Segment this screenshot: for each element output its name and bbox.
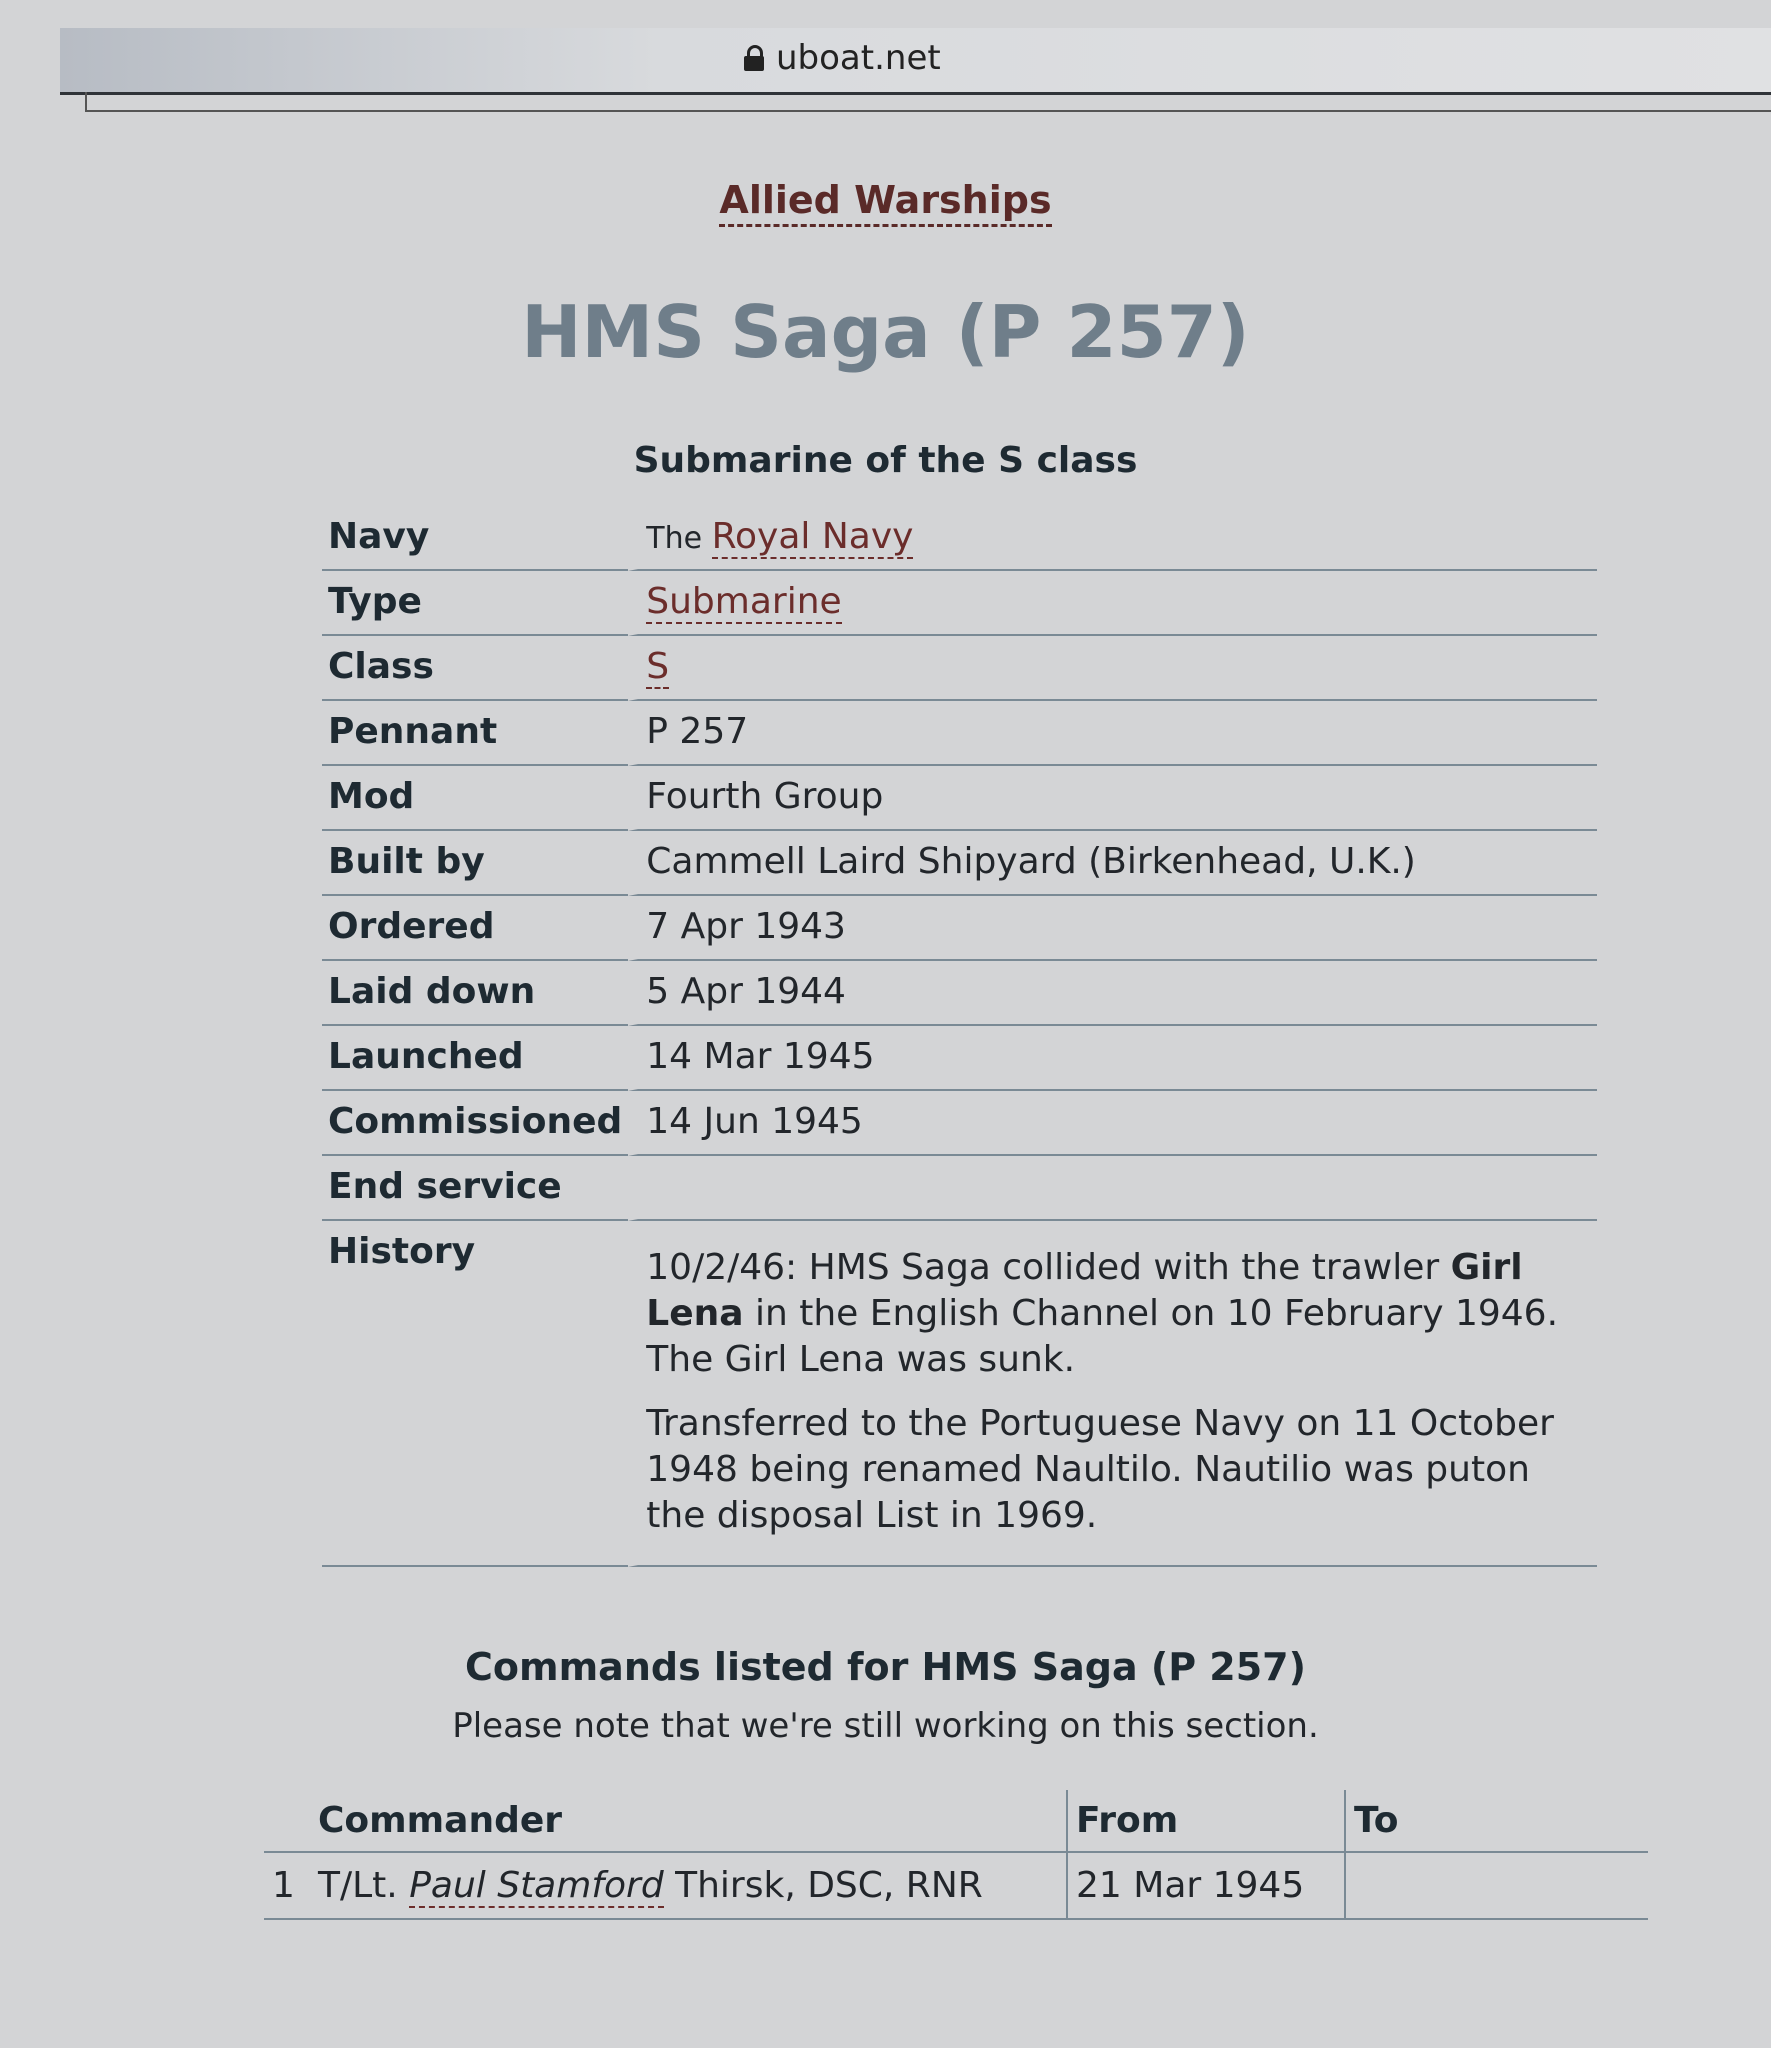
info-label: Pennant (322, 701, 628, 766)
history-ship-name: Girl Lena (646, 1247, 1523, 1334)
commander-rest: Thirsk, DSC, RNR (663, 1865, 983, 1906)
info-value (628, 636, 1597, 701)
info-label: Class (322, 636, 628, 701)
commander-rank: T/Lt. (318, 1865, 410, 1906)
info-value: 14 Jun 1945 (628, 1091, 1597, 1156)
info-label: Type (322, 571, 628, 636)
history-text-b: in the English Channel on 10 February 1946. The Girl Lena was sunk. (646, 1293, 1559, 1380)
info-row-type (322, 571, 1597, 636)
info-value: 14 Mar 1945 (628, 1026, 1597, 1091)
info-row-class (322, 636, 1597, 701)
info-value: P 257 (628, 701, 1597, 766)
commands-header-row (264, 1790, 1648, 1852)
info-label: Mod (322, 766, 628, 831)
info-label: Launched (322, 1026, 628, 1091)
history-text (628, 1221, 1597, 1567)
from-cell: 21 Mar 1945 (1067, 1852, 1345, 1919)
info-row-navy (322, 506, 1597, 571)
browser-address-bar[interactable] (60, 28, 1771, 95)
section-link-container (0, 178, 1771, 222)
info-row-ordered (322, 896, 1597, 961)
info-row-commissioned (322, 1091, 1597, 1156)
info-row-laid-down (322, 961, 1597, 1026)
info-label: Built by (322, 831, 628, 896)
info-value: Fourth Group (628, 766, 1597, 831)
url-display[interactable] (744, 38, 941, 78)
royal-navy-link[interactable]: Royal Navy (711, 516, 914, 557)
info-value (628, 571, 1597, 636)
table-row (264, 1852, 1648, 1919)
info-label: Ordered (322, 896, 628, 961)
commander-cell (310, 1852, 1067, 1919)
browser-frame-edge (85, 92, 1771, 112)
lock-icon (744, 45, 764, 71)
allied-warships-link[interactable]: Allied Warships (719, 178, 1051, 227)
to-cell (1345, 1852, 1648, 1919)
info-value (628, 1156, 1597, 1221)
submarine-link[interactable]: Submarine (646, 581, 842, 622)
info-row-pennant (322, 701, 1597, 766)
commands-table (264, 1790, 1648, 1920)
history-text-a: 10/2/46: HMS Saga collided with the trawler (646, 1247, 1451, 1288)
info-value: 7 Apr 1943 (628, 896, 1597, 961)
to-header: To (1345, 1790, 1648, 1852)
commands-note: Please note that we're still working on this section. (452, 1706, 1319, 1746)
url-text: uboat.net (776, 38, 941, 78)
info-row-mod (322, 766, 1597, 831)
navy-prefix: The (646, 521, 712, 556)
history-paragraph: Transferred to the Portuguese Navy on 11 October 1948 being renamed Naultilo. Nautilio was puton the disposal List in 1969. (646, 1403, 1554, 1536)
info-row-history (322, 1221, 1597, 1567)
info-row-launched (322, 1026, 1597, 1091)
commander-header: Commander (310, 1790, 1067, 1852)
row-number-header (264, 1790, 310, 1852)
row-number: 1 (264, 1852, 310, 1919)
info-label: History (322, 1221, 628, 1567)
ship-info-table (322, 506, 1597, 1567)
s-class-link[interactable]: S (646, 646, 670, 687)
page-title: HMS Saga (P 257) (521, 290, 1250, 374)
info-label: Commissioned (322, 1091, 628, 1156)
info-label: Navy (322, 506, 628, 571)
commander-name-link[interactable]: Paul Stamford (409, 1865, 664, 1906)
info-value: Cammell Laird Shipyard (Birkenhead, U.K.) (628, 831, 1597, 896)
info-value (628, 506, 1597, 571)
info-value: 5 Apr 1944 (628, 961, 1597, 1026)
history-paragraph (646, 1245, 1591, 1383)
info-row-built-by (322, 831, 1597, 896)
ship-subtitle: Submarine of the S class (633, 440, 1138, 481)
info-row-end-service (322, 1156, 1597, 1221)
commands-title: Commands listed for HMS Saga (P 257) (464, 1645, 1306, 1689)
from-header: From (1067, 1790, 1345, 1852)
info-label: Laid down (322, 961, 628, 1026)
info-label: End service (322, 1156, 628, 1221)
